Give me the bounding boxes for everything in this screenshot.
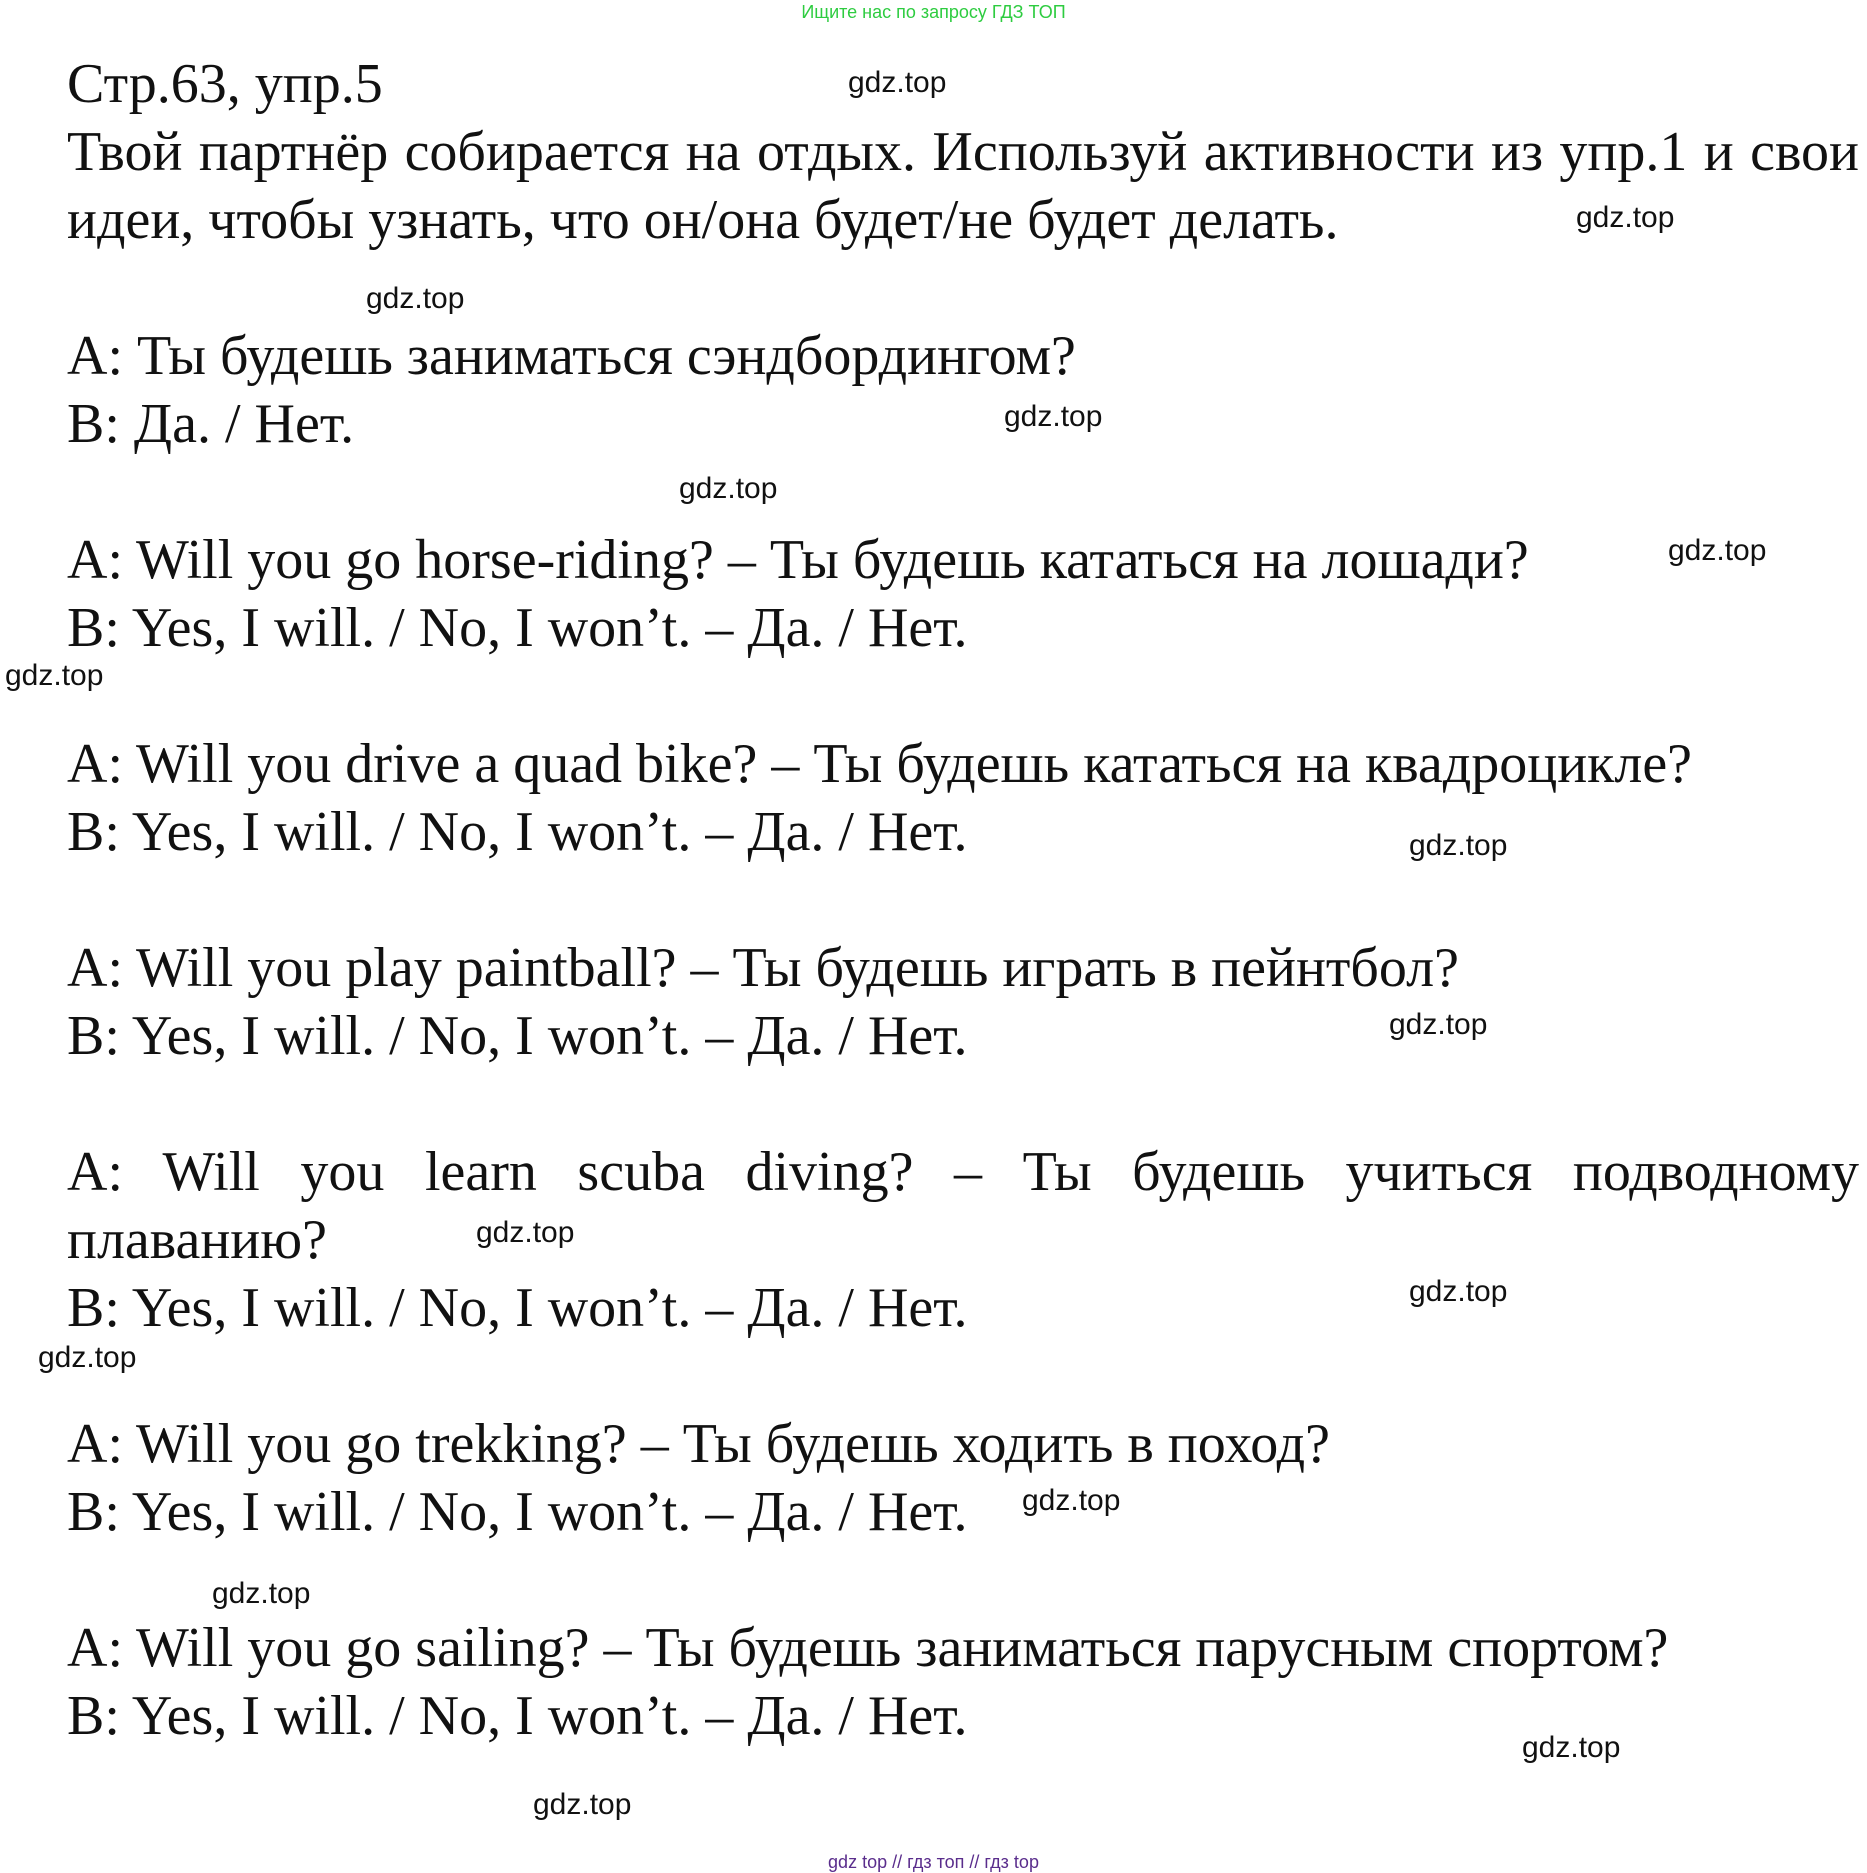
dialogue-3: [67, 730, 1859, 866]
watermark: gdz.top: [533, 1788, 632, 1821]
dialogue-line-a: A: Ты будешь заниматься сэндбордингом?: [67, 325, 1076, 387]
watermark: gdz.top: [366, 282, 465, 315]
watermark: gdz.top: [38, 1341, 137, 1374]
dialogue-7: [67, 1614, 1859, 1750]
dialogue-line-b: B: Yes, I will. / No, I won’t. – Да. / Нет.: [67, 1277, 968, 1339]
dialogue-line-b: B: Yes, I will. / No, I won’t. – Да. / Нет.: [67, 1481, 968, 1543]
footer-watermark: gdz top // гдз топ // гдз top: [828, 1852, 1039, 1872]
watermark: gdz.top: [1409, 829, 1508, 862]
watermark: gdz.top: [1522, 1731, 1621, 1764]
dialogue-4: [67, 934, 1859, 1070]
watermark: gdz.top: [679, 472, 778, 505]
watermark: gdz.top: [1668, 534, 1767, 567]
dialogue-line-a: A: Will you go trekking? – Ты будешь ходить в поход?: [67, 1413, 1330, 1475]
exercise-content: [67, 50, 1859, 1750]
watermark: gdz.top: [1409, 1275, 1508, 1308]
watermark: gdz.top: [1389, 1008, 1488, 1041]
watermark: gdz.top: [212, 1577, 311, 1610]
dialogue-line-b: B: Yes, I will. / No, I won’t. – Да. / Нет.: [67, 1685, 968, 1747]
watermark: gdz.top: [848, 66, 947, 99]
watermark: gdz.top: [476, 1216, 575, 1249]
dialogue-line-a: A: Will you go horse-riding? – Ты будешь кататься на лошади?: [67, 529, 1529, 591]
watermark: gdz.top: [1576, 201, 1675, 234]
watermark: gdz.top: [5, 659, 104, 692]
dialogue-line-b: B: Yes, I will. / No, I won’t. – Да. / Нет.: [67, 597, 968, 659]
watermark: gdz.top: [1022, 1484, 1121, 1517]
dialogue-line-b: B: Yes, I will. / No, I won’t. – Да. / Нет.: [67, 1005, 968, 1067]
dialogue-line-a: A: Will you play paintball? – Ты будешь играть в пейнтбол?: [67, 937, 1459, 999]
dialogue-line-b: B: Да. / Нет.: [67, 393, 355, 455]
dialogue-6: [67, 1410, 1859, 1546]
dialogue-line-b: B: Yes, I will. / No, I won’t. – Да. / Нет.: [67, 801, 968, 863]
top-banner: Ищите нас по запросу ГДЗ ТОП: [801, 2, 1066, 22]
watermark: gdz.top: [1004, 400, 1103, 433]
dialogue-2: [67, 526, 1859, 662]
exercise-title: Стр.63, упр.5: [67, 53, 383, 115]
dialogue-line-a: A: Will you learn scuba diving? – Ты будешь учиться подводному плаванию?: [67, 1141, 1859, 1271]
dialogue-line-a: A: Will you go sailing? – Ты будешь заниматься парусным спортом?: [67, 1617, 1669, 1679]
exercise-instruction: Твой партнёр собирается на отдых. Используй активности из упр.1 и свои идеи, чтобы узнать, что он/она будет/не будет делать.: [67, 121, 1859, 251]
dialogue-1: [67, 322, 1859, 458]
dialogue-line-a: A: Will you drive a quad bike? – Ты будешь кататься на квадроцикле?: [67, 733, 1693, 795]
dialogue-5: [67, 1138, 1859, 1342]
